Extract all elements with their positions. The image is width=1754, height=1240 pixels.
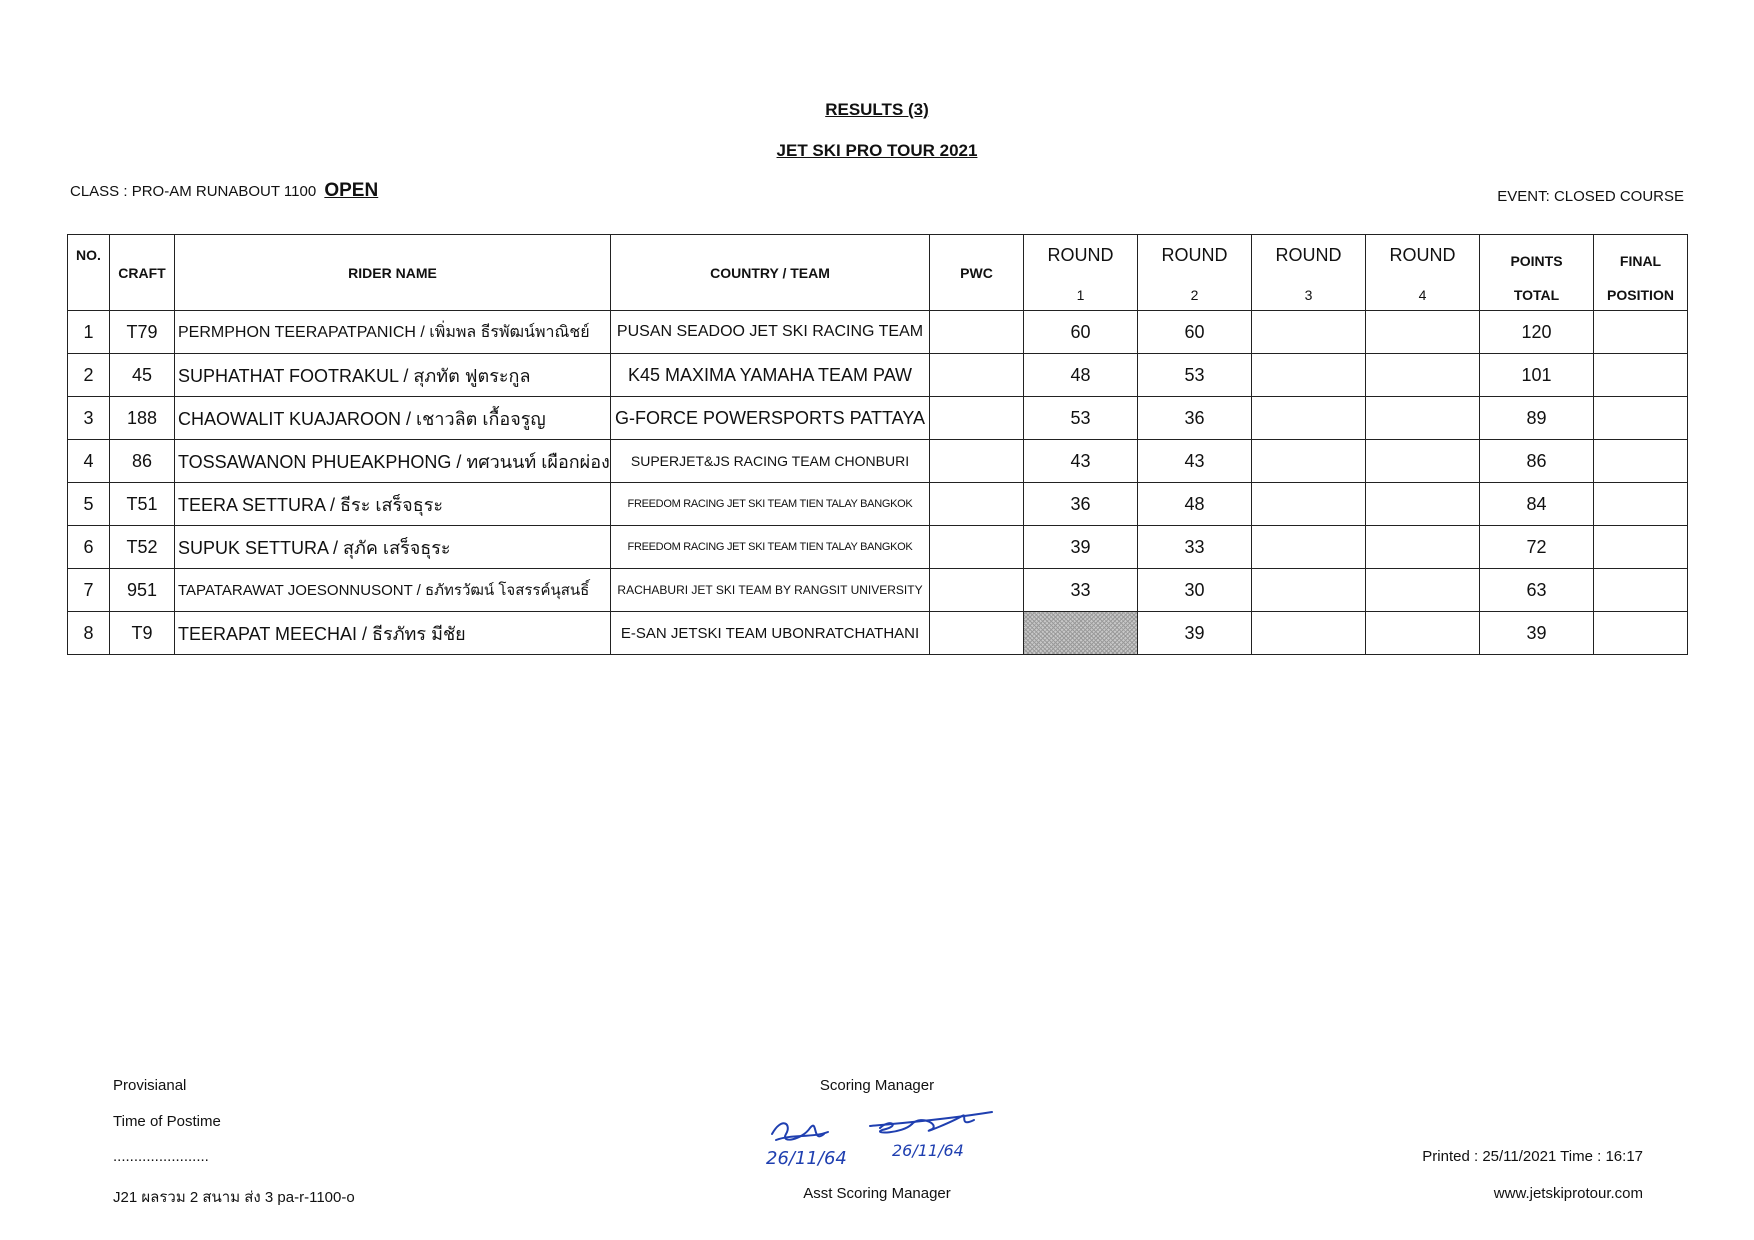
col-header-final-position: FINAL POSITION	[1594, 235, 1688, 311]
signature-date-2: 26/11/64	[892, 1141, 964, 1160]
results-table	[67, 234, 1688, 655]
file-reference: J21 ผลรวม 2 สนาม ส่ง 3 pa-r-1100-o	[113, 1189, 355, 1206]
cell-round-4	[1366, 311, 1480, 354]
cell-total: 86	[1480, 440, 1594, 483]
cell-round-4	[1366, 440, 1480, 483]
table-row	[68, 569, 1688, 612]
cell-final	[1594, 354, 1688, 397]
cell-final	[1594, 440, 1688, 483]
cell-round-1: 36	[1024, 483, 1138, 526]
cell-final	[1594, 483, 1688, 526]
cell-round-4	[1366, 612, 1480, 655]
cell-round-4	[1366, 526, 1480, 569]
cell-team: RACHABURI JET SKI TEAM BY RANGSIT UNIVERSITY	[611, 569, 930, 612]
table-row	[68, 483, 1688, 526]
table-row	[68, 440, 1688, 483]
cell-team: K45 MAXIMA YAMAHA TEAM PAW	[611, 354, 930, 397]
cell-craft: T52	[110, 526, 175, 569]
cell-round-2: 39	[1138, 612, 1252, 655]
col-header-round-1: ROUND 1	[1024, 235, 1138, 311]
cell-round-3	[1252, 440, 1366, 483]
col-header-round-4: ROUND 4	[1366, 235, 1480, 311]
cell-pwc	[930, 483, 1024, 526]
cell-pwc	[930, 526, 1024, 569]
scoring-manager-label: Scoring Manager	[819, 1077, 935, 1094]
cell-team: FREEDOM RACING JET SKI TEAM TIEN TALAY BANGKOK	[611, 483, 930, 526]
cell-round-2: 43	[1138, 440, 1252, 483]
event-label: EVENT: CLOSED COURSE	[1497, 188, 1684, 205]
table-row	[68, 526, 1688, 569]
cell-rider: TAPATARAWAT JOESONNUSONT / ธภัทรวัฒน์ โจสรรค์นุสนธิ์	[175, 569, 611, 612]
cell-round-3	[1252, 483, 1366, 526]
cell-rider: CHAOWALIT KUAJAROON / เชาวลิต เกื้อจรูญ	[175, 397, 611, 440]
cell-team: FREEDOM RACING JET SKI TEAM TIEN TALAY BANGKOK	[611, 526, 930, 569]
cell-final	[1594, 612, 1688, 655]
cell-round-1: 60	[1024, 311, 1138, 354]
cell-round-3	[1252, 612, 1366, 655]
cell-total: 89	[1480, 397, 1594, 440]
cell-craft: T51	[110, 483, 175, 526]
table-row	[68, 354, 1688, 397]
cell-round-3	[1252, 569, 1366, 612]
cell-team: E-SAN JETSKI TEAM UBONRATCHATHANI	[611, 612, 930, 655]
cell-rider: SUPUK SETTURA / สุภัค เสร็จธุระ	[175, 526, 611, 569]
cell-team: SUPERJET&JS RACING TEAM CHONBURI	[611, 440, 930, 483]
cell-total: 120	[1480, 311, 1594, 354]
cell-round-2: 36	[1138, 397, 1252, 440]
cell-team: PUSAN SEADOO JET SKI RACING TEAM	[611, 311, 930, 354]
cell-round-1: 53	[1024, 397, 1138, 440]
col-header-no: NO.	[68, 235, 110, 311]
cell-no: 2	[68, 354, 110, 397]
cell-total: 72	[1480, 526, 1594, 569]
cell-rider: PERMPHON TEERAPATPANICH / เพิ่มพล ธีรพัฒน์พาณิชย์	[175, 311, 611, 354]
cell-round-2: 33	[1138, 526, 1252, 569]
cell-rider: TEERA SETTURA / ธีระ เสร็จธุระ	[175, 483, 611, 526]
cell-team: G-FORCE POWERSPORTS PATTAYA	[611, 397, 930, 440]
col-header-team: COUNTRY / TEAM	[611, 235, 930, 311]
cell-craft: 86	[110, 440, 175, 483]
cell-pwc	[930, 354, 1024, 397]
cell-rider: TEERAPAT MEECHAI / ธีรภัทร มีชัย	[175, 612, 611, 655]
cell-rider: SUPHATHAT FOOTRAKUL / สุภทัต ฟูตระกูล	[175, 354, 611, 397]
col-header-pwc: PWC	[930, 235, 1024, 311]
signature-strokes	[762, 1104, 1012, 1174]
table-row	[68, 397, 1688, 440]
class-line	[70, 180, 378, 202]
time-of-postime-label: Time of Postime	[113, 1113, 221, 1130]
provisional-label: Provisianal	[113, 1077, 187, 1094]
cell-round-2: 30	[1138, 569, 1252, 612]
cell-round-3	[1252, 397, 1366, 440]
cell-pwc	[930, 440, 1024, 483]
header-row	[68, 235, 1688, 311]
cell-total: 39	[1480, 612, 1594, 655]
cell-total: 101	[1480, 354, 1594, 397]
cell-no: 7	[68, 569, 110, 612]
cell-craft: 45	[110, 354, 175, 397]
cell-pwc	[930, 397, 1024, 440]
cell-pwc	[930, 311, 1024, 354]
cell-no: 8	[68, 612, 110, 655]
cell-round-1: 48	[1024, 354, 1138, 397]
cell-round-4	[1366, 483, 1480, 526]
table-row	[68, 612, 1688, 655]
cell-final	[1594, 526, 1688, 569]
cell-final	[1594, 569, 1688, 612]
cell-round-2: 53	[1138, 354, 1252, 397]
cell-total: 84	[1480, 483, 1594, 526]
col-header-points-total: POINTS TOTAL	[1480, 235, 1594, 311]
cell-no: 5	[68, 483, 110, 526]
cell-round-1: 33	[1024, 569, 1138, 612]
signature-image	[762, 1104, 1012, 1174]
cell-craft: T9	[110, 612, 175, 655]
cell-round-3	[1252, 354, 1366, 397]
cell-rider: TOSSAWANON PHUEAKPHONG / ทศวนนท์ เผือกผ่อง	[175, 440, 611, 483]
cell-no: 6	[68, 526, 110, 569]
col-header-round-2: ROUND 2	[1138, 235, 1252, 311]
cell-round-3	[1252, 311, 1366, 354]
cell-round-2: 48	[1138, 483, 1252, 526]
cell-round-4	[1366, 397, 1480, 440]
cell-round-1-hatched	[1024, 612, 1138, 655]
cell-pwc	[930, 612, 1024, 655]
tour-title: JET SKI PRO TOUR 2021	[776, 141, 978, 160]
class-type: OPEN	[324, 180, 379, 201]
cell-no: 4	[68, 440, 110, 483]
col-header-round-3: ROUND 3	[1252, 235, 1366, 311]
printed-timestamp: Printed : 25/11/2021 Time : 16:17	[1422, 1148, 1643, 1165]
signature-date-1: 26/11/64	[766, 1148, 847, 1169]
class-label: CLASS : PRO-AM RUNABOUT 1100	[70, 183, 317, 200]
cell-final	[1594, 311, 1688, 354]
asst-scoring-manager-label: Asst Scoring Manager	[803, 1185, 951, 1202]
cell-no: 3	[68, 397, 110, 440]
cell-round-4	[1366, 354, 1480, 397]
col-header-rider: RIDER NAME	[175, 235, 611, 311]
cell-round-2: 60	[1138, 311, 1252, 354]
cell-craft: 188	[110, 397, 175, 440]
cell-round-1: 39	[1024, 526, 1138, 569]
cell-round-4	[1366, 569, 1480, 612]
cell-craft: 951	[110, 569, 175, 612]
cell-pwc	[930, 569, 1024, 612]
cell-round-3	[1252, 526, 1366, 569]
cell-round-1: 43	[1024, 440, 1138, 483]
results-title: RESULTS (3)	[825, 100, 929, 119]
cell-no: 1	[68, 311, 110, 354]
dotted-line: .......................	[113, 1148, 209, 1165]
table-row	[68, 311, 1688, 354]
website-url: www.jetskiprotour.com	[1493, 1185, 1643, 1202]
col-header-craft: CRAFT	[110, 235, 175, 311]
cell-craft: T79	[110, 311, 175, 354]
cell-total: 63	[1480, 569, 1594, 612]
cell-final	[1594, 397, 1688, 440]
